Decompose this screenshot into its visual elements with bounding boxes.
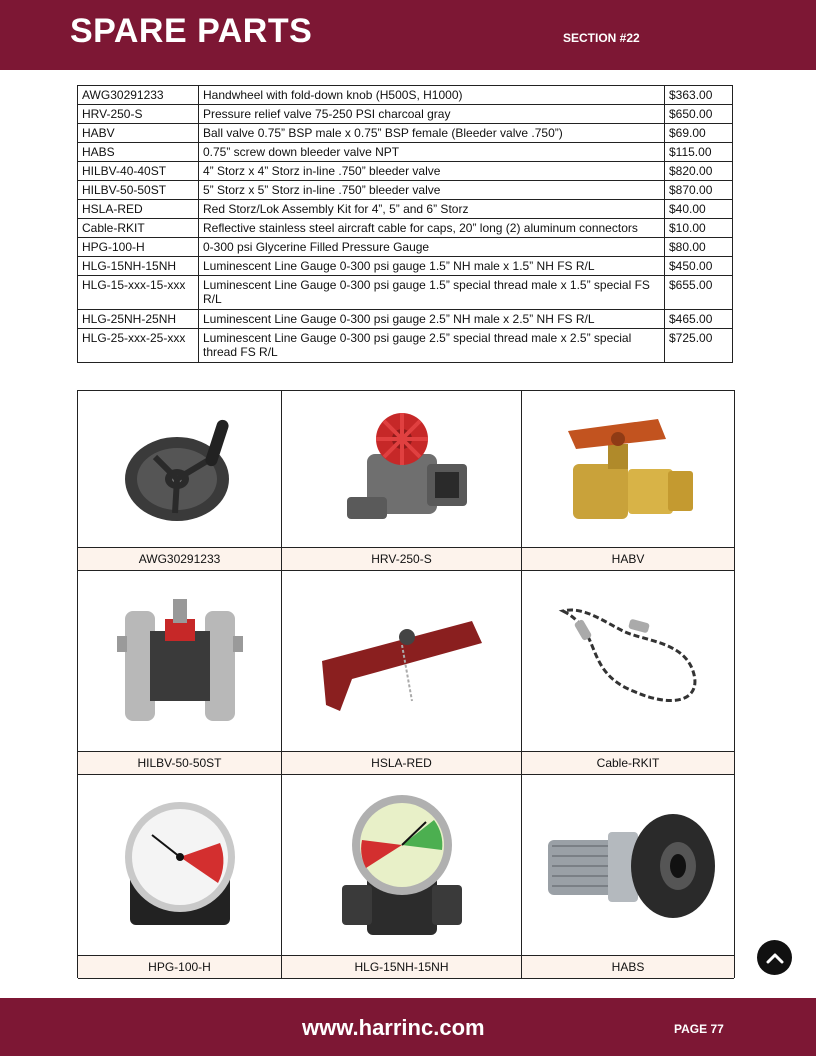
table-row — [78, 181, 733, 200]
part-number-cell: HSLA-RED — [78, 200, 199, 219]
ball-valve-icon — [522, 391, 734, 547]
gallery-caption: HABS — [522, 955, 734, 979]
table-row — [78, 257, 733, 276]
part-number-cell: HLG-15-xxx-15-xxx — [78, 276, 199, 310]
parts-table — [77, 85, 733, 363]
price-cell: $725.00 — [665, 329, 733, 363]
part-number-cell: HILBV-40-40ST — [78, 162, 199, 181]
description-cell: Luminescent Line Gauge 0-300 psi gauge 1.5” special thread male x 1.5” special FS R/L — [199, 276, 665, 310]
storz-bleeder-valve-icon — [78, 571, 282, 751]
cable-icon — [522, 571, 734, 751]
description-cell: Luminescent Line Gauge 0-300 psi gauge 2.5” NH male x 2.5” NH FS R/L — [199, 310, 665, 329]
part-number-cell: HILBV-50-50ST — [78, 181, 199, 200]
page-footer — [0, 998, 816, 1056]
parts-gallery — [77, 390, 735, 978]
page-number: PAGE 77 — [674, 1022, 724, 1036]
description-cell: Luminescent Line Gauge 0-300 psi gauge 1.5” NH male x 1.5” NH FS R/L — [199, 257, 665, 276]
price-cell: $69.00 — [665, 124, 733, 143]
part-number-cell: AWG30291233 — [78, 86, 199, 105]
scroll-to-top-button[interactable] — [757, 940, 792, 975]
bleeder-valve-icon — [522, 775, 734, 955]
description-cell: 0-300 psi Glycerine Filled Pressure Gauge — [199, 238, 665, 257]
description-cell: Luminescent Line Gauge 0-300 psi gauge 2.5” special thread male x 2.5” special thread FS R/L — [199, 329, 665, 363]
part-number-cell: HPG-100-H — [78, 238, 199, 257]
table-row — [78, 86, 733, 105]
line-gauge-icon — [282, 775, 522, 955]
part-number-cell: HABS — [78, 143, 199, 162]
table-row — [78, 310, 733, 329]
description-cell: Pressure relief valve 75-250 PSI charcoal gray — [199, 105, 665, 124]
page-header — [0, 0, 816, 70]
price-cell: $363.00 — [665, 86, 733, 105]
pressure-gauge-icon — [78, 775, 282, 955]
gallery-caption: HRV-250-S — [282, 547, 522, 571]
gallery-caption: AWG30291233 — [78, 547, 282, 571]
storz-lok-kit-icon — [282, 571, 522, 751]
table-row — [78, 238, 733, 257]
price-cell: $80.00 — [665, 238, 733, 257]
part-number-cell: HLG-25NH-25NH — [78, 310, 199, 329]
price-cell: $655.00 — [665, 276, 733, 310]
description-cell: Reflective stainless steel aircraft cable for caps, 20” long (2) aluminum connectors — [199, 219, 665, 238]
gallery-caption: Cable-RKIT — [522, 751, 734, 775]
price-cell: $820.00 — [665, 162, 733, 181]
price-cell: $10.00 — [665, 219, 733, 238]
price-cell: $650.00 — [665, 105, 733, 124]
description-cell: 4” Storz x 4” Storz in-line .750” bleeder valve — [199, 162, 665, 181]
price-cell: $450.00 — [665, 257, 733, 276]
gallery-caption: HILBV-50-50ST — [78, 751, 282, 775]
gallery-caption: HABV — [522, 547, 734, 571]
part-number-cell: Cable-RKIT — [78, 219, 199, 238]
relief-valve-icon — [282, 391, 522, 547]
chevron-up-icon — [766, 952, 784, 964]
price-cell: $40.00 — [665, 200, 733, 219]
table-row — [78, 200, 733, 219]
table-row — [78, 124, 733, 143]
table-row — [78, 219, 733, 238]
description-cell: Handwheel with fold-down knob (H500S, H1000) — [199, 86, 665, 105]
description-cell: 5” Storz x 5” Storz in-line .750” bleeder valve — [199, 181, 665, 200]
description-cell: Red Storz/Lok Assembly Kit for 4”, 5” and 6” Storz — [199, 200, 665, 219]
price-cell: $870.00 — [665, 181, 733, 200]
price-cell: $115.00 — [665, 143, 733, 162]
table-row — [78, 105, 733, 124]
section-label: SECTION #22 — [563, 31, 640, 45]
price-cell: $465.00 — [665, 310, 733, 329]
part-number-cell: HLG-15NH-15NH — [78, 257, 199, 276]
part-number-cell: HABV — [78, 124, 199, 143]
gallery-caption: HLG-15NH-15NH — [282, 955, 522, 979]
website-link[interactable]: www.harrinc.com — [302, 1015, 485, 1040]
description-cell: Ball valve 0.75” BSP male x 0.75” BSP female (Bleeder valve .750”) — [199, 124, 665, 143]
part-number-cell: HRV-250-S — [78, 105, 199, 124]
table-row — [78, 276, 733, 310]
gallery-caption: HPG-100-H — [78, 955, 282, 979]
description-cell: 0.75” screw down bleeder valve NPT — [199, 143, 665, 162]
page-title: SPARE PARTS — [70, 12, 313, 50]
table-row — [78, 329, 733, 363]
table-row — [78, 162, 733, 181]
gallery-caption: HSLA-RED — [282, 751, 522, 775]
part-number-cell: HLG-25-xxx-25-xxx — [78, 329, 199, 363]
table-row — [78, 143, 733, 162]
handwheel-icon — [78, 391, 282, 547]
